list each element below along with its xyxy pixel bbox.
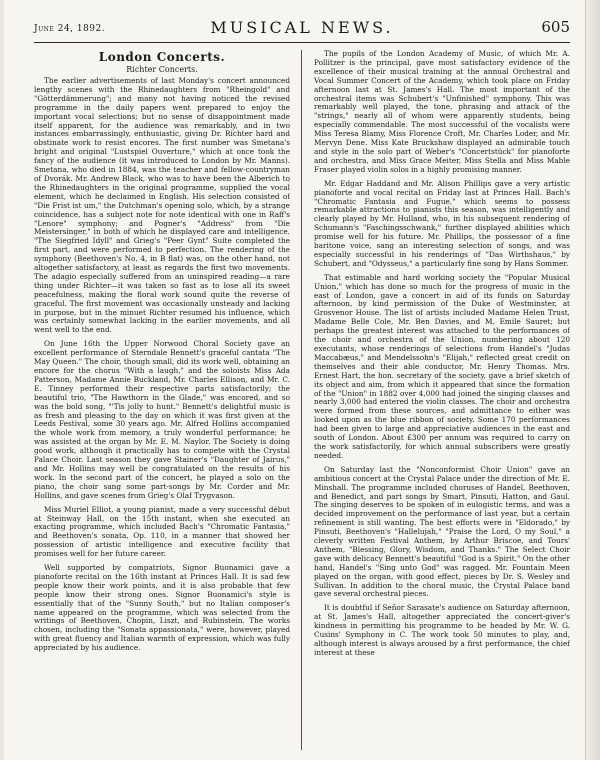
newspaper-page [34,10,570,756]
article-paragraph: On June 16th the Upper Norwood Choral Society gave an excellent performance of Sterndale Bennett's graceful cantata "The May Queen." The choir, though small, did its work well, obtaining an encore for the chorus "With a laugh," and the soloists Miss Ada Patterson, Madame Annie Buckland, Mr. Charles Ellison, and Mr. C. E. Tinney performed their respective parts satisfactorily; the beautiful trio, "The Hawthorn in the Glade," was encored, and so was the bold song, "'Tis jolly to hunt." Bennett's delightful music is as fresh and pleasing to the day on which it was first given at the Leeds Festival, some 30 years ago. Mr. Alfred Hollins accompanied the whole work from memory, a truly wonderful performance; he was assisted at the organ by Mr. E. M. Naylor. The Society is doing good work, although it practically has to compete with the Crystal Palace Choir. Last season they gave Stainer's "Daughter of Jairus," and Mr. Hollins may well be congratulated on the results of his work. In the second part of the concert, he played a solo on the piano, the choir sang some part-songs by Mr. Corder and Mr. Hollins, and gave scenes from Grieg's Olaf Trygvason. [34,339,290,500]
header-title: MUSICAL NEWS. [210,18,394,37]
article-paragraph: It is doubtful if Señor Sarasate's audience on Saturday afternoon, at St. James's Hall, altogether appreciated the concert-giver's kindness in permitting his programme to be headed by Mr. W. G. Cusins' Symphony in C. The work took 50 minutes to play, and, although interest is always aroused by a first performance, the chief interest at these [314,603,570,657]
article-paragraph: On Saturday last the "Nonconformist Choir Union" gave an ambitious concert at the Crystal Palace under the direction of Mr. E. Minshall. The programme included choruses of Handel, Beethoven, and Benedict, and part songs by Smart, Pinsuti, Hatton, and Gaul. The singing deserves to be spoken of in eulogistic terms, and was a decided improvement on the performance of last year, but a certain refinement is still wanting. The best efforts were in "Eldorado," by Pinsuti, Beethoven's "Hallelujah," "Praise the Lord, O my Soul," a cleverly written Festival Anthem, by Arthur Briscoe, and Tours' Anthem, "Blessing, Glory, Wisdom, and Thanks." The Select Choir gave with delicacy Bennett's beautiful "God is a Spirit." On the other hand, Handel's "Sing unto God" was ragged. Mr. Fountain Meen played on the organ, with good effect, pieces by Dr. S. Wesley and Sullivan. In addition to the choral music, the Crystal Palace band gave several orchestral pieces. [314,464,570,599]
article-paragraph: Miss Muriel Elliot, a young pianist, made a very successful début at Steinway Hall, on the 15th instant, when she executed an exacting programme, which included Bach's "Chromatic Fantasia," and Beethoven's sonata, Op. 110, in a manner that showed her possession of artistic intelligence and executive facility that promises well for her future career. [34,504,290,559]
section-subtitle: Richter Concerts. [126,65,198,74]
page-right-edge [585,0,600,760]
page-header [34,16,570,43]
header-date: June 24, 1892. [34,24,106,34]
header-page-number: 605 [541,18,570,36]
article-paragraph: Mr. Edgar Haddand and Mr. Alison Phillips gave a very artistic pianoforte and vocal recital on Friday last at Princes Hall. Bach's "Chromatic Fantasia and Fugue," which seems to possess remarkable attractions to pianists this season, was intelligently and clearly played by Mr. Hulland, who, in his subsequent rendering of Schumann's "Faschingsschwank," further displayed abilities which promise well for his future. Mr. Phillips, the possessor of a fine baritone voice, sang an interesting selection of songs, and was especially successful in his renderings of "Das Wirthshaus," by Schubert, and "Odysseus," a particularly fine song by Hans Sommer. [314,178,570,268]
article-paragraph: The pupils of the London Academy of Music, of which Mr. A. Pollitzer is the principal, gave most satisfactory evidence of the excellence of their musical training at the annual Orchestral and Vocal Summer Concert of the Academy, which took place on Friday afternoon last at St. James's Hall. The most important of the orchestral items was Schubert's "Unfinished" symphony. This was remarkably well played, the tone, phrasing and attack of the "strings," nearly all of whom were apparently students, being especially commendable. The most successful of the vocalists were Miss Teresa Blamy, Miss Florence Croft, Mr. Charles Loder, and Mr. Mervyn Dene. Miss Kate Bruckshaw displayed an admirable touch and style in the solo part of Weber's "Concertstück" for pianoforte and orchestra, and Miss Grace Meiter, Miss Stella and Miss Mable Fraser played violin solos in a highly promising manner. [314,50,570,174]
column-divider [301,50,302,750]
article-paragraph: That estimable and hard working society the "Popular Musical Union," which has done so much for the progress of music in the east of London, gave a concert in aid of its funds on Saturday afternoon, by kind permission of the Duke of Westminster, at Grosvenor House. The list of artists included Madame Helen Trust, Madame Belle Cole, Mr. Ben Davies, and M. Emile Sauret; but perhaps the greatest interest was attached to the performances of the choir and orchestra of the Union, numbering about 120 executants, whose renderings of selections from Handel's "Judas Maccabæus," and Mendelssohn's "Elijah," reflected great credit on themselves and their able conductor, Mr. Henry Thomas. Mrs. Ernest Hart, the hon. secretary of the society, gave a brief sketch of its object and aim, from which it appeared that since the formation of the "Union" in 1882 over 4,000 had joined the singing classes and nearly 3,000 had entered the violin classes. The choir and orchestra were formed from these sources, and admittance to either was looked upon as the blue ribbon of society. Some 170 performances had been given to large and appreciative audiences in the east and south of London. About £300 per annum was required to carry on the work satisfactorily, for which annual subscribers were greatly needed. [314,272,570,460]
page-left-margin [0,0,4,760]
left-column [34,50,290,750]
article-paragraph: Well supported by compatriots, Signor Buonamici gave a pianoforte recital on the 16th instant at Princes Hall. It is sad few people know their work points, and it is also probable that few people know their strong ones. Signor Buonamici's style is essentially that of the "Sunny South," but no Italian composer's name appeared on the programme, which was selected from the writings of Beethoven, Chopin, Liszt, and Rubinstein. The works chosen, including the "Sonata appassionata," were, however, played with great fluency and Italian warmth of expression, which was fully appreciated by his audience. [34,563,290,653]
article-paragraph: The earlier advertisements of last Monday's concert announced lengthy scenes with the Rhinedaughters from "Rheingold" and "Götterdämmerung"; and many not having noticed the revised programme in the daily papers went prepared to enjoy the important vocal selections; but no sense of disappointment made itself apparent, for the audience was remarkably, and in two instances embarrassingly, enthusiastic, giving Dr. Richter hard and obstinate work to resist encores. The first number was Smetana's bright and original "Lustspiel Ouverture," which at once took the fancy of the audience (it was introduced to London by Mr. Manns). Smetana, who died in 1884, was the teacher and fellow-countryman of Dvorák. Mr. Andrew Black, who was to have been the Alberich to the Rhinedaughters in the original programme, supplied the vocal element, which he declaimed in English. His selection consisted of "Die Frist ist um," the Dutchman's opening solo, which, by a strange coincidence, has a subject note for note identical with one in Raff's "Lenore" symphony; and Pogner's "Address" from "Die Meistersinger," in both of which he displayed care and intelligence. "The Siegfried Idyll" and Grieg's "Peer Gynt" Suite completed the first part, and were performed to perfection. The rendering of the symphony (Beethoven's No. 4, in B flat) was, on the other hand, not altogether satisfactory, at least as regards the first two movements. The adagio especially suffered from an uninspired reading—a rare thing under Richter—it was taken so fast as to lose all its sweet peacefulness, making the floral work sound quite the reverse of graceful. The first movement was occasionally unsteady and lacking in purpose, but in the minuet Richter resumed his influence, which was certainly somewhat lacking in the earlier movements, and all went well to the end. [34,76,290,335]
section-title: London Concerts. [98,50,226,64]
right-column [314,50,570,750]
